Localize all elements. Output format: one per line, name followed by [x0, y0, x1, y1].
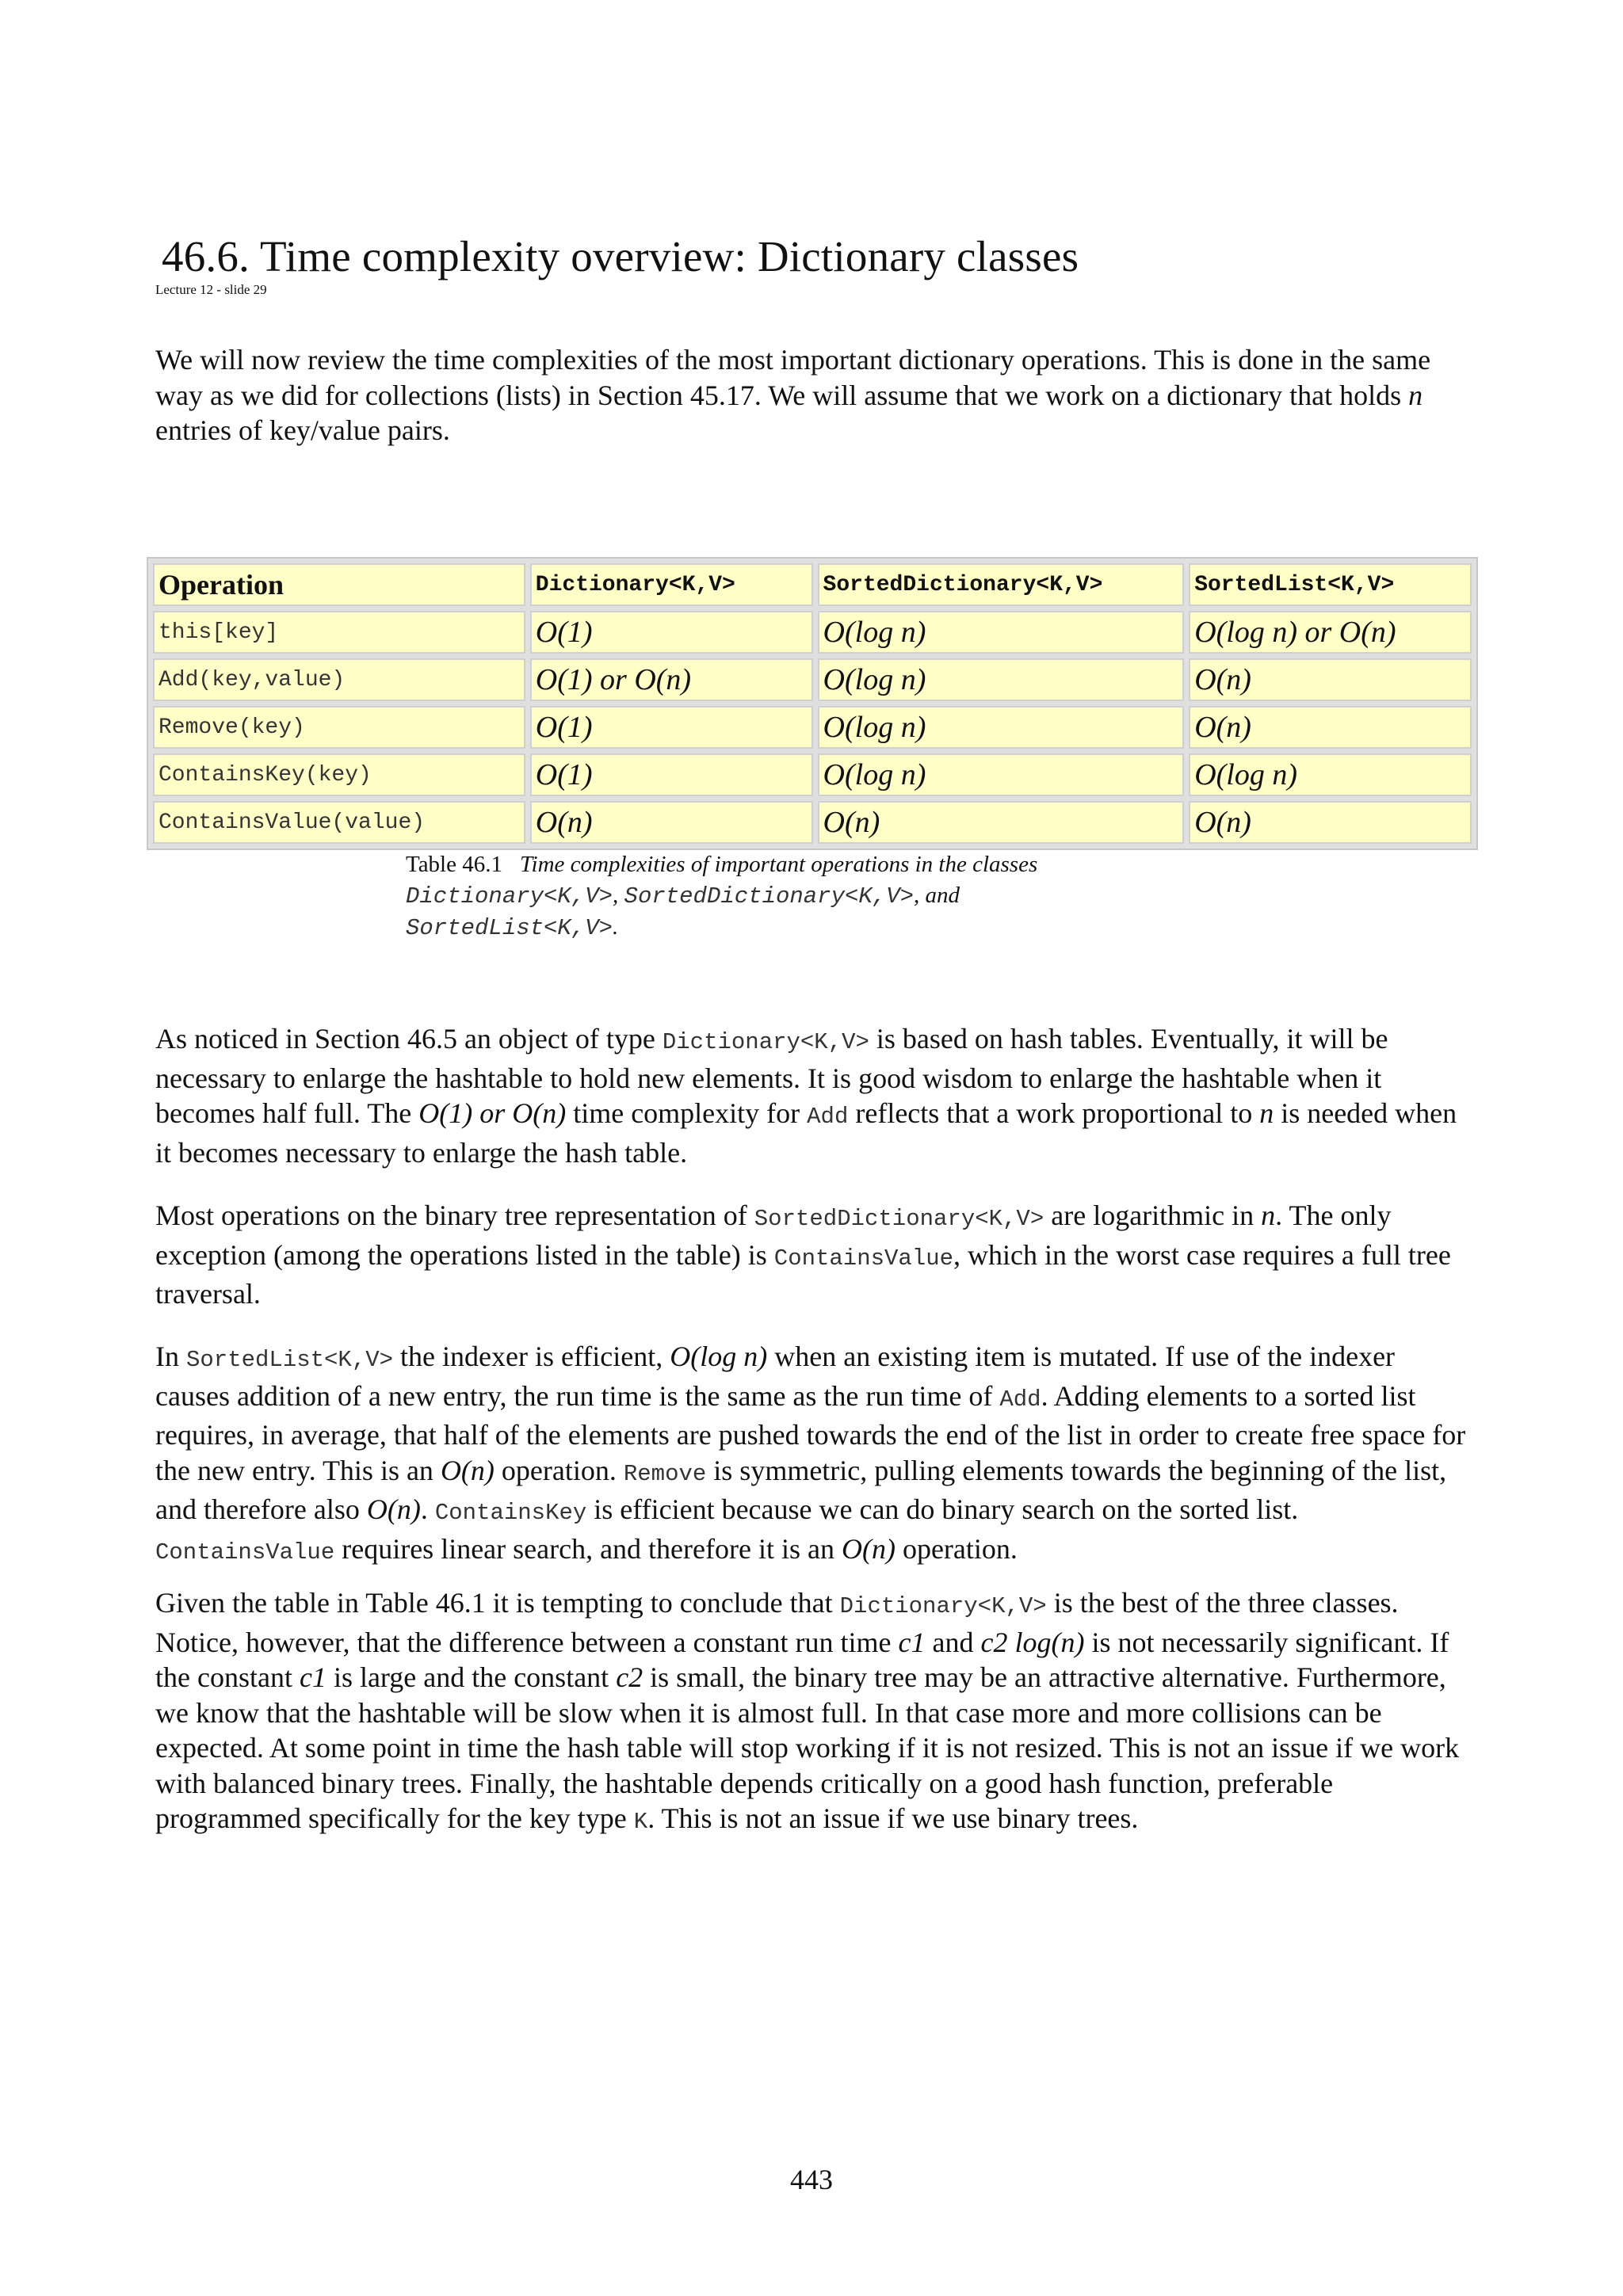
table-caption: [406, 849, 1119, 944]
math: n: [1259, 1097, 1274, 1129]
text: , which in the worst case requires a full tree traversal.: [155, 1238, 1451, 1310]
header-dictionary: Dictionary<K,V>: [530, 563, 813, 606]
text: We will now review the time complexities of the most important dictionary operations. This is done in the same way as we did for collections (lists) in Section 45.17. We will assume that we work on a dictionary that holds: [155, 344, 1431, 411]
code: Dictionary<K,V>: [839, 1593, 1047, 1619]
dictionary-cell: O(1) or O(n): [530, 658, 813, 701]
math: n: [1261, 1199, 1276, 1231]
sorted-list-cell: O(log n): [1189, 753, 1472, 796]
code: SortedDictionary<K,V>: [754, 1206, 1044, 1232]
text: is symmetric, pulling elements towards the beginning of the list, and therefore also: [155, 1454, 1447, 1525]
code: ContainsKey: [434, 1500, 587, 1526]
code: Remove: [623, 1460, 707, 1487]
text: is based on hash tables. Eventually, it will be necessary to enlarge the hashtable to hold new elements. It is good wisdom to enlarge the hashtable when it becomes half full. The: [155, 1023, 1388, 1129]
caption-label: Table 46.1: [406, 852, 502, 877]
code: Dictionary<K,V>: [662, 1029, 869, 1055]
text: is not necessarily significant. If the constant: [155, 1626, 1449, 1693]
italic-n: n: [1408, 379, 1423, 411]
header-sorted-dictionary: SortedDictionary<K,V>: [818, 563, 1185, 606]
text: when an existing item is mutated. If use of the indexer causes addition of a new entry, the run time is the same as the run time of: [155, 1341, 1396, 1412]
header-sorted-list: SortedList<K,V>: [1189, 563, 1472, 606]
sorted-dictionary-cell: O(log n): [818, 706, 1185, 749]
dictionary-cell: O(1): [530, 706, 813, 749]
code: ContainsValue: [155, 1539, 335, 1566]
table-row: [153, 611, 1472, 654]
sorted-list-cell: O(n): [1189, 801, 1472, 844]
text: and: [925, 1626, 981, 1658]
math: O(n): [440, 1454, 495, 1486]
sorted-dictionary-cell: O(log n): [818, 611, 1185, 654]
table-row: [153, 801, 1472, 844]
caption-text: .: [613, 914, 619, 940]
page-number: 443: [790, 2164, 833, 2195]
text: the indexer is efficient,: [393, 1341, 670, 1372]
text: Given the table in Table 46.1 it is tempting to conclude that: [155, 1587, 840, 1619]
text: .: [420, 1493, 435, 1525]
code: Add: [999, 1386, 1041, 1413]
sorted-list-cell: O(log n) or O(n): [1189, 611, 1472, 654]
text: is small, the binary tree may be an attractive alternative. Furthermore, we know that the hashtable will be slow when it is almost full. In that case more and more collisions can be expected. At some point in time the hash table will stop working if it is not resized. This is not an issue if we work with balanced binary trees. Finally, the hashtable depends critically on a good hash function, preferable programmed specifically for the key type: [155, 1661, 1460, 1834]
math: c2: [616, 1661, 643, 1693]
dictionary-cell: O(n): [530, 801, 813, 844]
op-cell: ContainsValue(value): [153, 801, 525, 844]
text: time complexity for: [566, 1097, 808, 1129]
text: is efficient because we can do binary search on the sorted list.: [586, 1493, 1299, 1525]
text: are logarithmic in: [1044, 1199, 1262, 1231]
sorted-dictionary-cell: O(log n): [818, 753, 1185, 796]
caption-text: , and: [914, 883, 960, 908]
text: operation.: [494, 1454, 624, 1486]
caption-code: Dictionary<K,V>: [406, 883, 613, 910]
math: c1: [299, 1661, 327, 1693]
text: reflects that a work proportional to: [848, 1097, 1260, 1129]
math: O(1) or O(n): [418, 1097, 567, 1129]
text: operation.: [895, 1532, 1018, 1565]
dictionary-cell: O(1): [530, 611, 813, 654]
sorted-dictionary-cell: O(n): [818, 801, 1185, 844]
paragraph-sorted-list: [155, 1339, 1471, 1570]
text: is the best of the three classes. Notice, however, that the difference between a constant run time: [155, 1587, 1399, 1658]
text: . This is not an issue if we use binary trees.: [647, 1802, 1139, 1834]
table-header-row: [153, 563, 1472, 606]
sorted-list-cell: O(n): [1189, 658, 1472, 701]
sorted-list-cell: O(n): [1189, 706, 1472, 749]
text: Most operations on the binary tree representation of: [155, 1199, 754, 1231]
dictionary-cell: O(1): [530, 753, 813, 796]
text: is needed when it becomes necessary to enlarge the hash table.: [155, 1097, 1457, 1169]
caption-text: Time complexities of important operations in the classes: [520, 852, 1038, 877]
math: O(log n): [670, 1341, 768, 1372]
math: O(n): [366, 1493, 421, 1525]
paragraph-binary-tree: [155, 1198, 1471, 1312]
text: entries of key/value pairs.: [155, 414, 450, 446]
caption-text: ,: [613, 883, 624, 908]
text: requires linear search, and therefore it is an: [334, 1532, 842, 1565]
math: c1: [898, 1626, 926, 1658]
math: c2 log(n): [980, 1626, 1085, 1658]
text: is large and the constant: [326, 1661, 617, 1693]
math: O(n): [841, 1532, 896, 1565]
paragraph-hash-tables: [155, 1021, 1471, 1170]
op-cell: Remove(key): [153, 706, 525, 749]
intro-paragraph: [155, 342, 1471, 448]
table-row: [153, 706, 1472, 749]
table-row: [153, 753, 1472, 796]
caption-code: SortedDictionary<K,V>: [624, 883, 915, 910]
text: In: [155, 1341, 186, 1372]
text: . The only exception (among the operations listed in the table) is: [155, 1199, 1392, 1271]
paragraph-conclusion: [155, 1585, 1471, 1840]
op-cell: ContainsKey(key): [153, 753, 525, 796]
sorted-dictionary-cell: O(log n): [818, 658, 1185, 701]
text: As noticed in Section 46.5 an object of type: [155, 1023, 663, 1055]
table-row: [153, 658, 1472, 701]
complexity-table: [147, 557, 1478, 850]
header-operation: Operation: [153, 563, 525, 606]
code: ContainsValue: [773, 1245, 954, 1272]
slide-reference: Lecture 12 - slide 29: [155, 282, 267, 297]
code: K: [633, 1809, 648, 1835]
code: SortedList<K,V>: [186, 1347, 394, 1373]
section-title: 46.6. Time complexity overview: Dictionary classes: [162, 232, 1079, 280]
code: Add: [807, 1104, 849, 1130]
caption-code: SortedList<K,V>: [406, 915, 613, 941]
op-cell: Add(key,value): [153, 658, 525, 701]
text: . Adding elements to a sorted list requires, in average, that half of the elements are pushed towards the end of the list in order to create free space for the new entry. This is an: [155, 1379, 1466, 1486]
op-cell: this[key]: [153, 611, 525, 654]
